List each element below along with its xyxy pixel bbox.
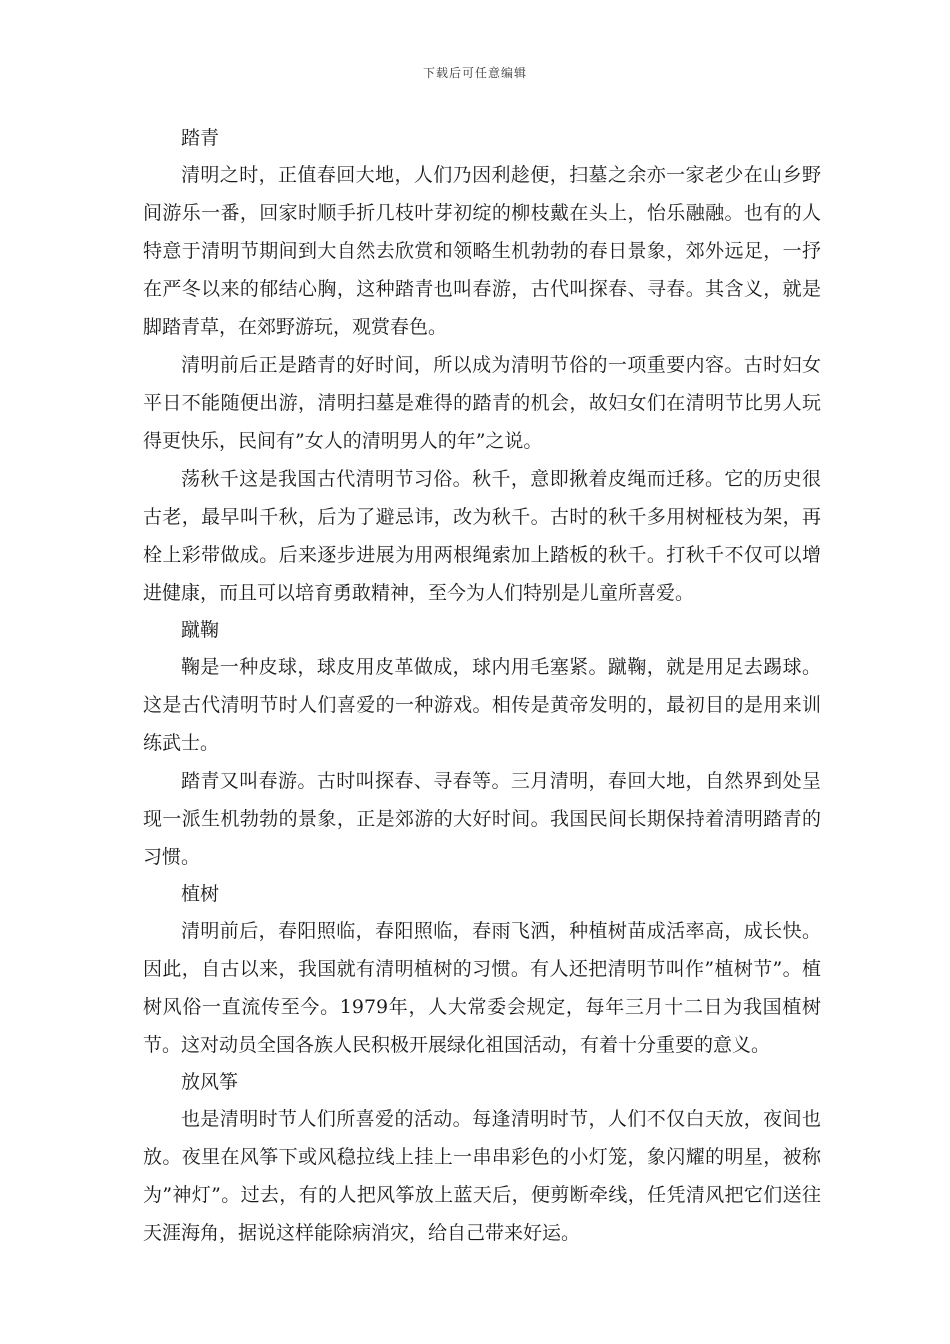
paragraph-cuju: 鞠是一种皮球，球皮用皮革做成，球内用毛塞紧。蹴鞠，就是用足去踢球。这是古代清明节时人们喜爱的一种游戏。相传是黄帝发明的，最初目的是用来训练武士。 [143,656,821,754]
section-heading-taqing: 踏青 [181,127,220,149]
section-heading-tree-planting: 植树 [181,883,220,905]
paragraph-taqing-women: 清明前后正是踏青的好时间，所以成为清明节俗的一项重要内容。古时妇女平日不能随便出游，清明扫墓是难得的踏青的机会，故妇女们在清明节比男人玩得更快乐，民间有”女人的清明男人的年”之说。 [143,354,821,452]
section-heading-kite: 放风筝 [181,1071,239,1093]
page-header: 下载后可任意编辑 [422,66,527,80]
document-body [143,120,821,1252]
paragraph-taqing-intro: 清明之时，正值春回大地，人们乃因利趁便，扫墓之余亦一家老少在山乡野间游乐一番，回家时顺手折几枝叶芽初绽的柳枝戴在头上，怡乐融融。也有的人特意于清明节期间到大自然去欣赏和领略生机勃勃的春日景象，郊外远足，一抒在严冬以来的郁结心胸，这种踏青也叫春游，古代叫探春、寻春。其含义，就是脚踏青草，在郊野游玩，观赏春色。 [143,164,821,338]
section-heading-cuju: 蹴鞠 [181,619,220,641]
paragraph-spring-outing: 踏青又叫春游。古时叫探春、寻春等。三月清明，春回大地，自然界到处呈现一派生机勃勃的景象，正是郊游的大好时间。我国民间长期保持着清明踏青的习惯。 [143,770,821,868]
paragraph-tree-planting: 清明前后，春阳照临，春阳照临，春雨飞洒，种植树苗成活率高，成长快。因此，自古以来，我国就有清明植树的习惯。有人还把清明节叫作”植树节”。植树风俗一直流传至今。1979年，人大常委会规定，每年三月十二日为我国植树节。这对动员全国各族人民积极开展绿化祖国活动，有着十分重要的意义。 [143,920,821,1056]
paragraph-swing: 荡秋千这是我国古代清明节习俗。秋千，意即揪着皮绳而迁移。它的历史很古老，最早叫千秋，后为了避忌讳，改为秋千。古时的秋千多用树桠枝为架，再栓上彩带做成。后来逐步进展为用两根绳索加上踏板的秋千。打秋千不仅可以增进健康，而且可以培育勇敢精神，至今为人们特别是儿童所喜爱。 [143,468,821,604]
paragraph-kite: 也是清明时节人们所喜爱的活动。每逢清明时节，人们不仅白天放，夜间也放。夜里在风筝下或风稳拉线上挂上一串串彩色的小灯笼，象闪耀的明星，被称为”神灯”。过去，有的人把风筝放上蓝天后，便剪断牵线，任凭清风把它们送往天涯海角，据说这样能除病消灾，给自己带来好运。 [143,1108,821,1244]
